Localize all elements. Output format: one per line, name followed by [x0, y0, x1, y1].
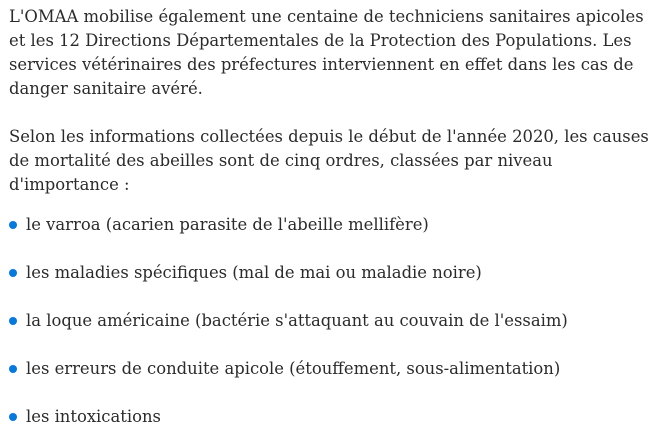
list-item	[9, 405, 649, 429]
causes-list	[9, 213, 649, 429]
bullet-icon	[9, 365, 17, 373]
article-body	[9, 5, 649, 429]
bullet-icon	[9, 269, 17, 277]
bullet-icon	[9, 221, 17, 229]
list-item	[9, 309, 649, 333]
paragraph-omaa-technicians: L'OMAA mobilise également une centaine de techniciens sanitaires apicoles et les 12 Directions Départementales de la Protection des Populations. Les services vétérinaires des préfectures interviennent en effet dans les cas de danger sanitaire avéré.	[9, 7, 644, 98]
list-item	[9, 213, 649, 237]
list-item-text: la loque américaine (bactérie s'attaquant au couvain de l'essaim)	[26, 311, 568, 330]
list-item-text: les intoxications	[26, 407, 161, 426]
paragraph-mortality-causes-intro: Selon les informations collectées depuis le début de l'année 2020, les causes de mortalité des abeilles sont de cinq ordres, classées par niveau d'importance :	[9, 127, 649, 194]
list-item-text: le varroa (acarien parasite de l'abeille mellifère)	[26, 215, 429, 234]
list-item	[9, 357, 649, 381]
bullet-icon	[9, 317, 17, 325]
bullet-icon	[9, 413, 17, 421]
list-item	[9, 261, 649, 285]
list-item-text: les maladies spécifiques (mal de mai ou maladie noire)	[26, 263, 482, 282]
list-item-text: les erreurs de conduite apicole (étouffement, sous-alimentation)	[26, 359, 561, 378]
